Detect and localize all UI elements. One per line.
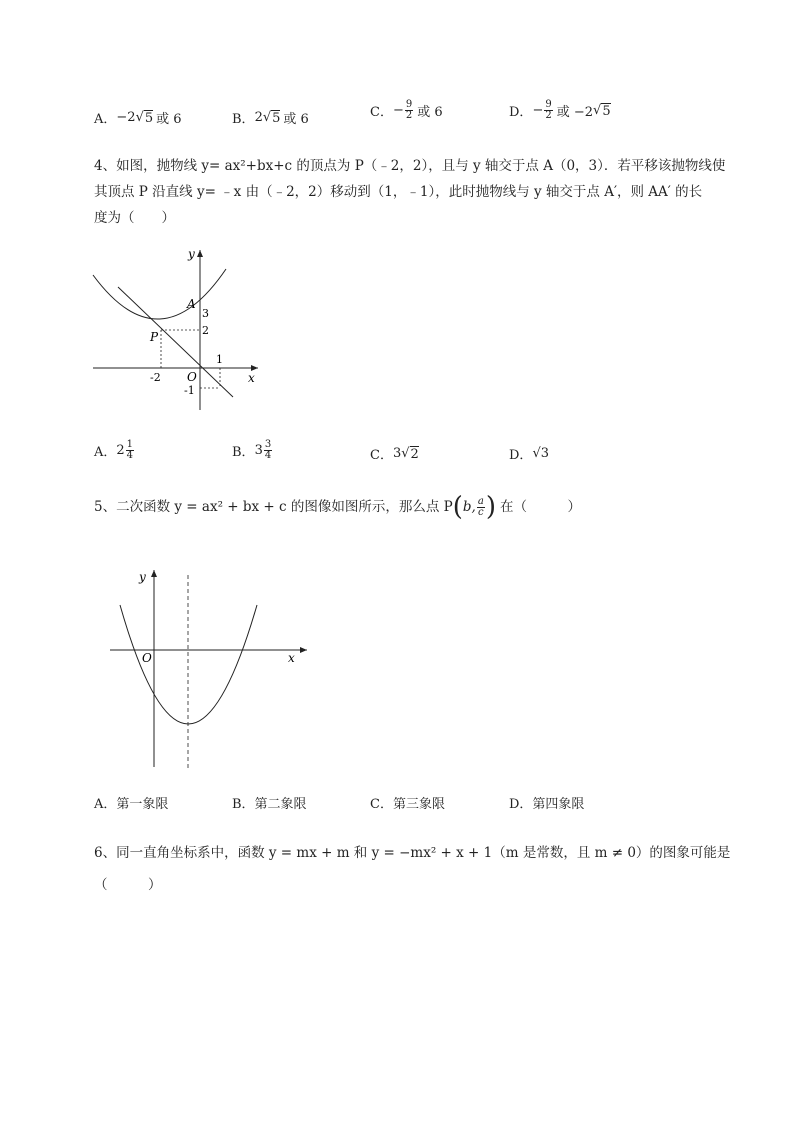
sqrt-symbol: √ — [135, 110, 144, 125]
line-y-neg-x — [118, 287, 233, 397]
label-o: O — [142, 651, 152, 665]
q4-graph — [88, 240, 268, 415]
q3-option-b[interactable]: B． 2 √ 5 或 6 — [232, 110, 309, 127]
q4-line-2: 其顶点 P 沿直线 y= ﹣x 由（﹣2，2）移动到（1，﹣1），此时抛物线与 y 轴交于点 A′，则 AA′ 的长 — [94, 184, 703, 200]
q5-option-d[interactable]: D．第四象限 — [509, 797, 585, 812]
q4-option-c[interactable]: C． 3 √ 2 — [370, 446, 419, 463]
label-y: y — [139, 570, 146, 584]
q5-graph — [105, 565, 315, 775]
q4-option-a[interactable]: A． 2 $\frac{1}{4}$ — [94, 439, 134, 461]
y-axis-arrow — [151, 570, 157, 577]
q6-line-2: （ ） — [94, 877, 162, 893]
q4-line-1: 4、如图，抛物线 y= ax²+bx+c 的顶点为 P（﹣2，2），且与 y 轴交于点 A（0，3）．若平移该抛物线使 — [94, 158, 726, 174]
label-y: y — [188, 247, 195, 261]
label-neg-one: -1 — [184, 384, 195, 397]
label-x: x — [248, 371, 255, 385]
paren-left: ( — [452, 492, 463, 522]
q5-option-a[interactable]: A．第一象限 — [94, 797, 169, 812]
label-two: 2 — [202, 324, 209, 337]
fraction: $\frac{9}{2}$ — [405, 99, 413, 121]
x-axis-arrow — [300, 647, 307, 653]
sqrt-symbol: √ — [262, 110, 272, 125]
label-neg-two: -2 — [150, 371, 161, 384]
q4-line-3: 度为（ ） — [94, 210, 175, 226]
q5-stem: 5、二次函数 y = ax² + bx + c 的图像如图所示，那么点 P ( b, $\frac{a}{c}$ ) 在（ ） — [94, 492, 581, 522]
fraction: $\frac{3}{4}$ — [264, 439, 272, 461]
label-three: 3 — [202, 307, 209, 320]
q5-option-c[interactable]: C．第三象限 — [370, 797, 445, 812]
parabola — [120, 605, 257, 724]
paren-right: ) — [485, 492, 496, 522]
q4-option-b[interactable]: B． 3 $\frac{3}{4}$ — [232, 439, 272, 461]
q4-option-d[interactable]: D． √3 — [509, 446, 549, 463]
sqrt-symbol: √ — [401, 446, 410, 461]
q5-option-b[interactable]: B．第二象限 — [232, 797, 307, 812]
q6-line-1: 6、同一直角坐标系中，函数 y = mx + m 和 y = −mx² + x + 1（m 是常数，且 m ≠ 0）的图象可能是 — [94, 845, 731, 861]
label-one: 1 — [216, 353, 223, 366]
label-x: x — [288, 651, 295, 665]
fraction: $\frac{1}{4}$ — [126, 439, 134, 461]
label-p: P — [150, 330, 159, 344]
fraction: $\frac{9}{2}$ — [545, 99, 552, 121]
fraction: $\frac{a}{c}$ — [477, 495, 484, 518]
q3-option-a[interactable]: A． −2 √ 5 或 6 — [94, 110, 182, 127]
label-a: A — [187, 297, 196, 311]
q3-option-c[interactable]: C． − $\frac{9}{2}$ 或 6 — [370, 99, 443, 121]
q3-option-d[interactable]: D． − $\frac{9}{2}$ 或 −2 √ 5 — [509, 99, 611, 121]
label-o: O — [187, 370, 197, 384]
y-axis-arrow — [197, 250, 203, 257]
sqrt-symbol: √ — [593, 103, 602, 118]
